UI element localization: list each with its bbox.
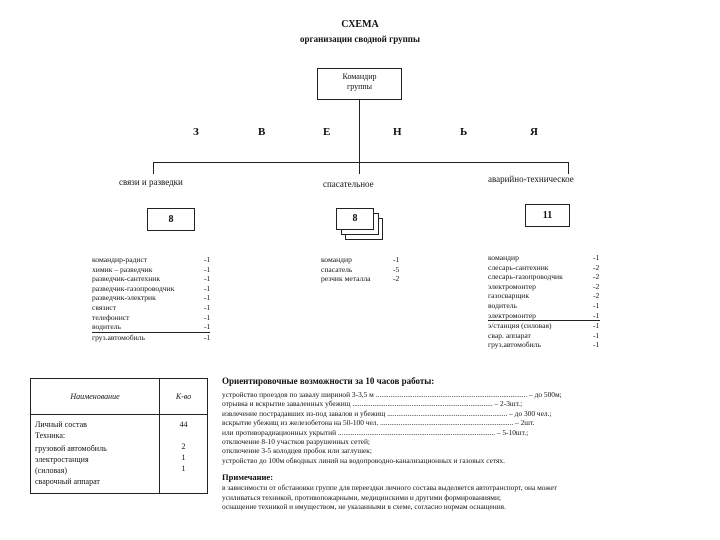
list-item: свар. аппарат -1 xyxy=(488,330,600,340)
list-item: газосварщик -2 xyxy=(488,291,600,301)
table-row-qty: 2 xyxy=(181,442,186,451)
rescue-members-list xyxy=(321,255,411,284)
list-item: разведчик-сантехник -1 xyxy=(92,274,211,284)
recon-count: 8 xyxy=(168,214,174,225)
group-title-recon: связи и разведки xyxy=(119,177,183,187)
table-row-qty: 1 xyxy=(181,464,186,473)
tech-label: Техника: xyxy=(35,431,66,440)
list-item: командир -1 xyxy=(488,253,600,262)
recon-count-box xyxy=(147,208,195,231)
zveno-letter-4: Н xyxy=(393,126,402,138)
list-item: слесарь-сантехник -2 xyxy=(488,262,600,272)
resources-body-names xyxy=(31,415,160,494)
table-row: сварочный аппарат xyxy=(35,477,100,486)
rescue-count: 8 xyxy=(352,213,358,224)
page-subtitle: организации сводной группы xyxy=(300,34,420,44)
recon-members-list xyxy=(92,255,222,342)
zveno-letter-2: В xyxy=(258,126,266,138)
staff-qty: 44 xyxy=(179,420,188,429)
list-item: груз.автомобиль -1 xyxy=(488,340,600,350)
list-item: вскрытие убежищ из железобетона на 50-100 чел. ........................................................................ – 2шт. xyxy=(222,418,535,428)
zveno-letter-5: Ь xyxy=(460,126,468,138)
resources-col-qty: К-во xyxy=(160,379,208,415)
connector-horizontal xyxy=(153,162,569,163)
list-item: груз.автомобиль -1 xyxy=(92,332,211,342)
list-item: оснащение техникой и имуществом, не указанными в схеме, согласно нормам оснащения. xyxy=(222,502,506,512)
list-item: разведчик-электрик -1 xyxy=(92,293,211,303)
list-item: слесарь-газопроводчик -2 xyxy=(488,272,600,282)
list-item: связист -1 xyxy=(92,302,211,312)
list-item: э/станция (силовая) -1 xyxy=(488,321,600,331)
list-item: устройство до 100м обводных линий на водопроводно-канализационных и газовых сетях. xyxy=(222,455,505,465)
list-item: в зависимости от обстановки группе для переездки личного состава выделяется автотранспорт, она может xyxy=(222,483,557,492)
resources-body-qty xyxy=(160,415,208,494)
connector-commander-down xyxy=(359,100,360,162)
commander-label-line1: Командир xyxy=(342,72,377,81)
zveno-letter-6: Я xyxy=(530,126,538,138)
list-item: отключение 3-5 колодцев пробок или заглушек; xyxy=(222,446,372,456)
group-title-tech: аварийно-техническое xyxy=(488,174,574,184)
list-item: отключение 8-10 участков разрушенных сетей; xyxy=(222,437,370,447)
tech-members-list xyxy=(488,253,608,350)
group-title-rescue: спасательное xyxy=(323,179,374,189)
capabilities-title: Ориентировочные возможности за 10 часов работы: xyxy=(222,376,435,386)
table-row: электростанция xyxy=(35,455,89,464)
list-item: извлечение пострадавших из-под завалов и убежищ ................................................................. – до 300 чел.; xyxy=(222,408,552,418)
commander-label-line2: группы xyxy=(346,82,373,91)
list-item: химик – разведчик -1 xyxy=(92,264,211,274)
connector-middle xyxy=(359,162,360,174)
page-title: СХЕМА xyxy=(341,19,379,30)
list-item: резчик металла -2 xyxy=(321,274,400,284)
list-item: усиливаться техникой, противопожарными, медицинскими и другими формированиями; xyxy=(222,492,501,502)
capabilities-list xyxy=(222,390,697,465)
notes-list xyxy=(222,483,697,512)
list-item: электромонтер -2 xyxy=(488,281,600,291)
staff-label: Личный состав xyxy=(35,420,87,429)
zveno-letter-3: Е xyxy=(323,126,331,138)
resources-table xyxy=(30,378,208,494)
tech-count-box xyxy=(525,204,570,227)
list-item: командир-радист -1 xyxy=(92,255,211,264)
list-item: водитель -1 xyxy=(488,300,600,310)
zveno-letter-1: З xyxy=(193,126,199,138)
list-item: водитель -1 xyxy=(92,322,211,332)
list-item: командир -1 xyxy=(321,255,400,264)
connector-right xyxy=(568,162,569,174)
notes-title: Примечание: xyxy=(222,472,274,482)
resources-col-name: Наименование xyxy=(31,379,160,415)
list-item: устройство проездов по завалу шириной 3-3,5 м .................................................................................. – до 500м; xyxy=(222,390,562,399)
list-item: телефонист -1 xyxy=(92,312,211,322)
list-item: или противорадиационных укрытий ..................................................................................... – 5-10шт.; xyxy=(222,427,529,437)
commander-box xyxy=(317,68,402,100)
table-row: (силовая) xyxy=(35,466,68,475)
connector-left xyxy=(153,162,154,174)
tech-count: 11 xyxy=(542,210,553,221)
rescue-count-box xyxy=(336,208,374,230)
list-item: разведчик-газопроводчик -1 xyxy=(92,283,211,293)
list-item: электромонтер -1 xyxy=(488,310,600,320)
list-item: спасатель -5 xyxy=(321,264,400,274)
table-row: грузовой автомобиль xyxy=(35,444,107,453)
table-row-qty: 1 xyxy=(181,453,186,462)
list-item: отрывка и вскрытие заваленных убежищ ............................................................................ – 2-3шт.; xyxy=(222,399,523,409)
